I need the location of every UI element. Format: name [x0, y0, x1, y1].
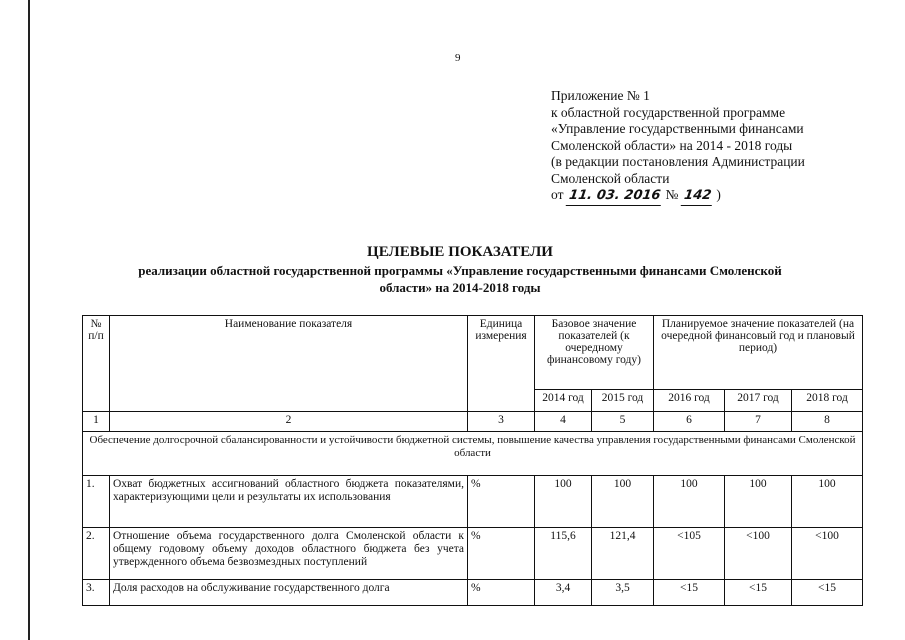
header-planned: Планируемое значение показателей (на очередной финансовый год и плановый период)	[654, 316, 863, 390]
handwritten-number: 142	[681, 188, 715, 206]
column-number: 5	[592, 412, 654, 432]
row-value-2018: <15	[792, 580, 863, 606]
header-unit: Единица измерения	[468, 316, 535, 412]
column-number: 4	[535, 412, 592, 432]
row-value-2017: <100	[725, 528, 792, 580]
appendix-line: Смоленской области» на 2014 - 2018 годы	[551, 137, 793, 153]
row-unit: %	[468, 476, 535, 528]
column-number: 3	[468, 412, 535, 432]
row-num: 2.	[83, 528, 110, 580]
table-row	[83, 528, 863, 580]
scan-edge-line	[28, 0, 30, 640]
row-unit: %	[468, 528, 535, 580]
column-number-row	[83, 412, 863, 432]
header-name: Наименование показателя	[110, 316, 468, 412]
row-num: 3.	[83, 580, 110, 606]
table-row	[83, 476, 863, 528]
appendix-line: Приложение № 1	[551, 88, 650, 103]
header-year: 2017 год	[725, 390, 792, 412]
title-sub-line2: области» на 2014-2018 годы	[379, 280, 541, 295]
table-row	[83, 580, 863, 606]
number-label: №	[665, 187, 679, 202]
header-year: 2014 год	[535, 390, 592, 412]
header-base: Базовое значение показателей (к очередному финансовому году)	[535, 316, 654, 390]
row-value-2016: 100	[654, 476, 725, 528]
row-value-2017: <15	[725, 580, 792, 606]
column-number: 8	[792, 412, 863, 432]
handwritten-date: 11. 03. 2016	[566, 188, 664, 206]
row-value-2015: 3,5	[592, 580, 654, 606]
from-label: от	[551, 187, 564, 202]
appendix-line: (в редакции постановления Администрации	[551, 154, 805, 169]
row-unit: %	[468, 580, 535, 606]
row-value-2014: 100	[535, 476, 592, 528]
row-value-2017: 100	[725, 476, 792, 528]
row-value-2015: 121,4	[592, 528, 654, 580]
column-number: 6	[654, 412, 725, 432]
row-value-2014: 115,6	[535, 528, 592, 580]
row-value-2018: 100	[792, 476, 863, 528]
indicators-table	[82, 315, 863, 606]
column-number: 1	[83, 412, 110, 432]
appendix-line: к областной государственной программе	[551, 104, 786, 120]
appendix-line: «Управление государственными финансами	[551, 121, 804, 136]
appendix-block	[551, 88, 851, 206]
header-num: № п/п	[83, 316, 110, 412]
row-num: 1.	[83, 476, 110, 528]
header-year: 2018 год	[792, 390, 863, 412]
document-title	[90, 243, 830, 296]
row-value-2016: <15	[654, 580, 725, 606]
header-year: 2016 год	[654, 390, 725, 412]
column-number: 7	[725, 412, 792, 432]
page-number: 9	[455, 52, 461, 64]
row-value-2014: 3,4	[535, 580, 592, 606]
row-name: Отношение объема государственного долга Смоленской области к общему годовому объему доходов областного бюджета без учета утвержденного объема безвозмездных поступлений	[110, 528, 468, 580]
row-value-2018: <100	[792, 528, 863, 580]
closing-paren: )	[716, 187, 721, 202]
column-number: 2	[110, 412, 468, 432]
appendix-line: Смоленской области	[551, 170, 670, 186]
row-value-2015: 100	[592, 476, 654, 528]
title-sub-line1: реализации областной государственной программы «Управление государственными финансами Смоленской	[138, 263, 782, 278]
header-year: 2015 год	[592, 390, 654, 412]
title-main: ЦЕЛЕВЫЕ ПОКАЗАТЕЛИ	[367, 244, 553, 260]
row-value-2016: <105	[654, 528, 725, 580]
appendix-date-line	[551, 187, 851, 206]
section-heading: Обеспечение долгосрочной сбалансированности и устойчивости бюджетной системы, повышение качества управления государственными финансами Смоленской области	[83, 432, 863, 476]
row-name: Охват бюджетных ассигнований областного бюджета показателями, характеризующими цели и результаты их использования	[110, 476, 468, 528]
row-name: Доля расходов на обслуживание государственного долга	[110, 580, 468, 606]
